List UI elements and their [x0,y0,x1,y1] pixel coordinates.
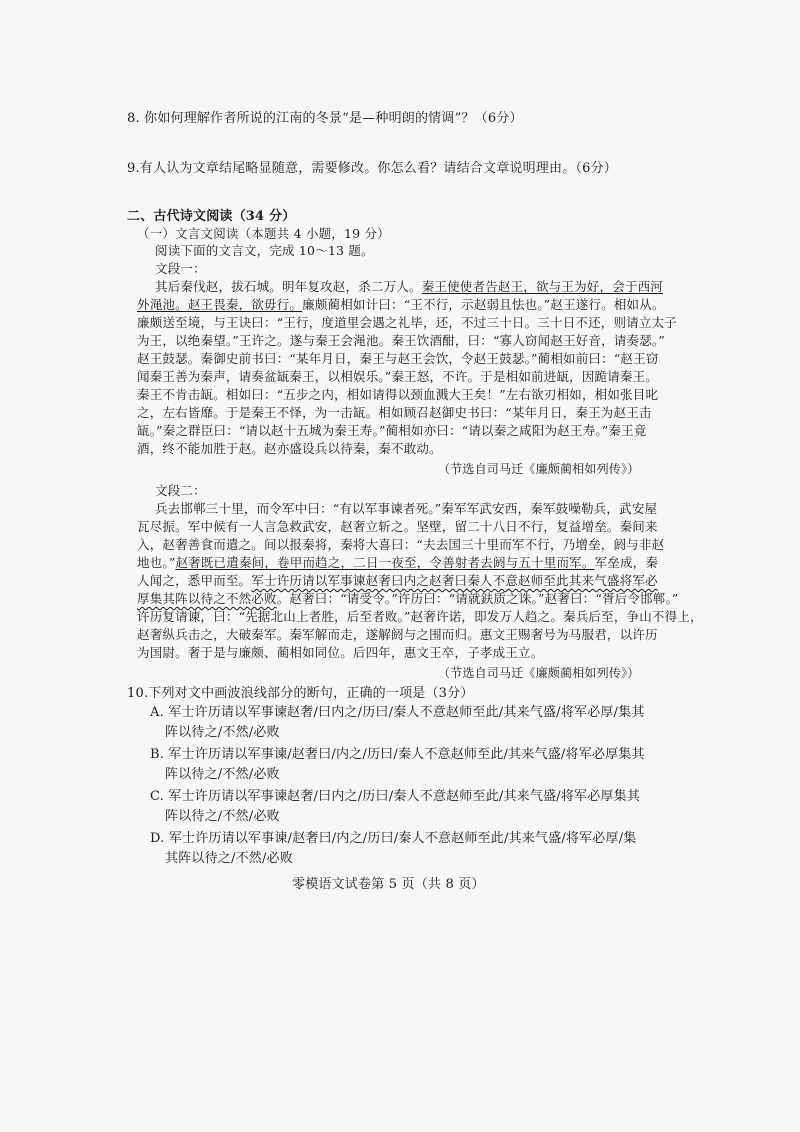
passage-text: 。赵奢曰：“请受令。”许历曰：“请就鈇质之诛。”赵奢曰：“胥后令邯郸。” [276,591,679,606]
wavy-underlined-text: 军士许历请以军事谏赵奢曰内之赵奢曰秦人不意赵师至此其来气盛将军必 [251,573,658,588]
option-c-cont: 阵以待之/不然/必败 [165,809,280,824]
passage-2-line: 赵奢纵兵击之，大破秦军。秦军解而走，遂解阏与之围而归。惠文王赐奢号为马服君，以许历 [137,627,658,642]
option-a: A. 军士许历请以军事谏赵奢/曰内之/历曰/秦人不意赵师至此/其来气盛/将军必厚/集其 [150,705,645,720]
underlined-text: 秦王使使者告赵王，欲与王为好，会于西河 [421,279,664,294]
option-d-cont: 其阵以待之/不然/必败 [165,851,293,866]
instruction: 阅读下面的文言文，完成 10～13 题。 [155,243,374,258]
passage-2-line: 入，赵奢善食而遣之。间以报秦将，秦将大喜曰：“夫去国三十里而军不行，乃增垒，阏与非赵 [137,537,665,552]
underlined-text: 赵王畏秦，欲毋行。 [187,297,303,312]
passage-1-line: 闻秦王善为秦声，请奏盆缻秦王，以相娱乐。”秦王怒，不许。于是相如前进缻，因跪请秦王。 [137,369,659,384]
page-footer: 零模语文试卷第 5 页（共 8 页） [292,877,485,892]
question-9: 9.有人认为文章结尾略显随意，需要修改。你怎么看？请结合文章说明理由。（6分） [127,161,617,176]
question-10: 10.下列对文中画波浪线部分的断句，正确的一项是（3分） [127,686,474,701]
option-c: C. 军士许历请以军事谏赵奢/曰内之/历曰/秦人不意赵师至此/其来气盛/将军必厚集其 [150,789,641,804]
passage-1-line: 为王，以绝秦望。”王许之。遂与秦王会渑池。秦王饮酒酣，曰：“寡人窃闻赵王好音，请奏瑟。” [137,333,665,348]
passage-1-line: 廉颇送至境，与王诀曰：“王行，度道里会遇之礼毕，还，不过三十日。三十日不还，则请立太子 [137,315,677,330]
passage-2-line [137,555,658,571]
passage-1-line: 秦王不肯击缻。相如曰：“五步之内，相如请得以颈血溅大王矣！”左右欲刃相如，相如张目叱 [137,387,659,402]
passage-2-line: 许历复请谏，曰：“先据北山上者胜，后至者败。”赵奢许诺，即发万人趋之。秦兵后至，争山不得上， [137,609,703,624]
passage-1-line: 酒，终不能加胜于赵。赵亦盛设兵以待秦，秦不敢动。 [137,441,442,456]
option-b-cont: 阵以待之/不然/必败 [165,767,280,782]
section-heading: 二、古代诗文阅读（34 分） [127,209,296,224]
option-b: B. 军士许历请以军事谏/赵奢曰/内之/历曰/秦人不意赵师至此/其来气盛/将军必厚集其 [150,747,645,762]
passage-2-line: 瓦尽振。军中候有一人言急救武安，赵奢立斩之。坚壁，留二十八日不行，复益增垒。秦间来 [137,519,658,534]
passage-2-label: 文段二： [155,483,206,498]
passage-1-source: （节选自司马迁《廉颇蔺相如列传》） [438,462,640,476]
option-d: D. 军士许历请以军事谏/赵奢曰/内之/历曰/秦人不意赵师至此/其来气盛/将军必厚/集 [150,831,637,846]
passage-1-line [155,279,663,295]
wavy-underlined-text: 厚集其阵以待之不然必败 [137,591,277,606]
underlined-text: 外渑池。 [137,297,188,312]
underlined-text: 赵奢既已遣秦间，卷甲而趋之，二日一夜至，令善射者去阏与五十里而军。 [175,555,595,570]
passage-1-line [137,297,665,313]
passage-2-line [137,591,679,607]
passage-text: 人闻之，悉甲而至。 [137,573,252,588]
passage-text: 地也。” [137,555,176,570]
passage-2-line: 为国尉。奢于是与廉颇、蔺相如同位。后四年，惠文王卒，子孝成王立。 [137,645,544,660]
passage-text: 廉颇蔺相如计曰：“王不行，示赵弱且怯也。”赵王遂行。相如从。 [302,297,665,312]
passage-text: 其后秦伐赵，拔石城。明年复攻赵，杀二万人。 [155,279,422,294]
passage-1-label: 文段一： [155,261,206,276]
question-8: 8. 你如何理解作者所说的江南的冬景“是—种明朗的情调”？（6分） [127,111,523,126]
option-a-cont: 阵以待之/不然/必败 [165,725,280,740]
passage-2-line: 兵去邯郸三十里，而令军中曰：“有以军事谏者死。”秦军军武安西，秦军鼓噪勒兵，武安屋 [155,501,658,516]
subsection-heading: （一）文言文阅读（本题共 4 小题，19 分） [137,226,390,241]
passage-1-line: 赵王鼓瑟。秦御史前书曰：“某年月日，秦王与赵王会饮，令赵王鼓瑟。”蔺相如前曰：“赵王窃 [137,351,659,366]
passage-1-line: 之，左右皆靡。于是秦王不怿，为一击缻。相如顾召赵御史书曰：“某年月日，秦王为赵王击 [137,405,652,420]
passage-2-line [137,573,658,589]
passage-1-line: 缻。”秦之群臣曰：“请以赵十五城为秦王寿。”蔺相如亦曰：“请以秦之咸阳为赵王寿。”秦王竟 [137,423,647,438]
passage-2-source: （节选自司马迁《廉颇蔺相如列传》） [438,666,640,680]
passage-text: 军垒成，秦 [594,555,659,570]
